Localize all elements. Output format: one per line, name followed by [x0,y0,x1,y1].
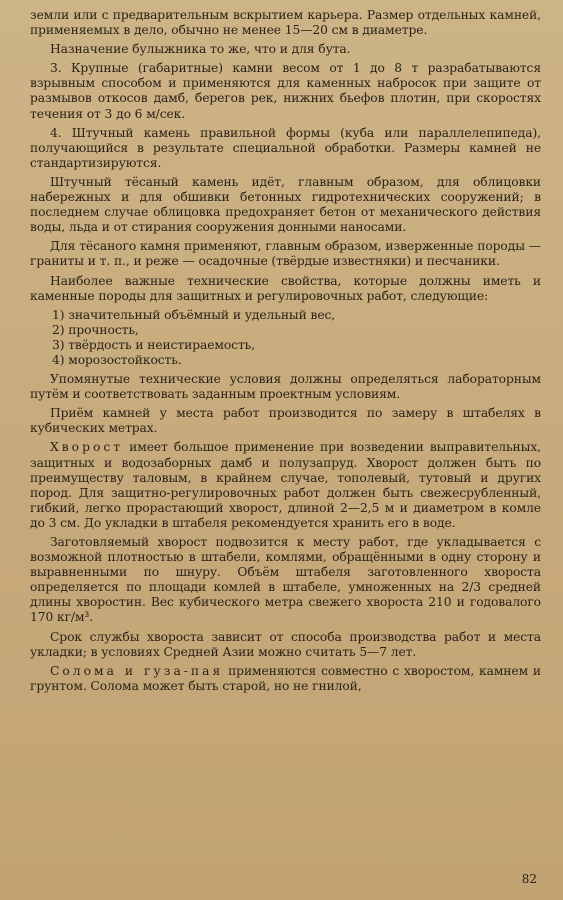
term-straw: Солома и гуза-пая [50,663,224,678]
term-brushwood: Хворост [50,440,124,455]
page-text [30,8,541,694]
paragraph-properties-intro: Наиболее важные технические свойства, которые должны иметь и каменные породы для защитных и регулировочных работ, следующие: [30,273,541,303]
properties-list [30,308,541,368]
paragraph-hewn-stone: Штучный тёсаный камень идёт, главным образом, для облицовки набережных и для обшивки бетонных гидротехнических сооружений; в последнем случае облицовка предохраняет бетон от механического действия воды, льда и от стирания сооружения донными наносами. [30,174,541,235]
list-item: 3) твёрдость и неистираемость, [52,337,256,352]
paragraph-brushwood-body: имеет большое применение при возведении выправительных, защитных и водозаборных дамб и полузапруд. Хворост должен быть по преимуществу таловым, в крайнем случае, тополевый, тутовый и других пород. Для защитно-регулировочных работ должен быть свежесрубленный, гибкий, легко прорастающий хворост, длиной 2—2,5 м и диаметром в комле до 3 см. До укладки в штабеля рекомендуется хранить его в воде. [30,440,541,530]
paragraph-stone-acceptance: Приём камней у места работ производится по замеру в штабелях в кубических метрах. [30,406,541,436]
page-number: 82 [521,872,537,886]
paragraph-piece-stone: 4. Штучный камень правильной формы (куба или параллелепипеда), получающийся в результате специальной обработки. Размеры камней не стандартизируются. [30,125,541,170]
paragraph-straw [30,664,541,694]
paragraph-tech-conditions: Упомянутые технические условия должны определяться лабораторным путём и соответствовать заданным проектным условиям. [30,372,541,402]
paragraph-straw-body: применяются совместно с хворостом, камнем и грунтом. Солома может быть старой, но не гнилой, [30,663,541,693]
list-item: 4) морозостойкость. [52,352,182,367]
paragraph-continuation: земли или с предварительным вскрытием карьера. Размер отдельных камней, применяемых в дело, обычно не менее 15—20 см в диаметре. [30,8,541,38]
paragraph-rock-types: Для тёсаного камня применяют, главным образом, изверженные породы — граниты и т. п., и реже — осадочные (твёрдые известняки) и песчаники. [30,239,541,269]
paragraph-cobblestone: Назначение булыжника то же, что и для бута. [50,42,351,57]
list-item: 2) прочность, [52,322,139,337]
list-item: 1) значительный объёмный и удельный вес, [52,307,336,322]
paragraph-brushwood-lifetime: Срок службы хвороста зависит от способа производства работ и места укладки; в условиях Средней Азии можно считать 5—7 лет. [30,629,541,659]
paragraph-brushwood [30,440,541,531]
paragraph-brushwood-storage: Заготовляемый хворост подвозится к месту работ, где укладывается с возможной плотностью в штабели, комлями, обращёнными в одну сторону и выравненными по шнуру. Объём штабеля заготовленного хвороста определяется по площади комлей в штабеле, умноженных на 2/3 средней длины хворостин. Вес кубического метра свежего хвороста 210 и годовалого 170 кг/м³. [30,535,541,625]
paragraph-large-stones: 3. Крупные (габаритные) камни весом от 1 до 8 т разрабатываются взрывным способом и применяются для каменных набросок при защите от размывов откосов дамб, берегов рек, нижних бьефов плотин, при скоростях течения от 3 до 6 м/сек. [30,61,541,121]
